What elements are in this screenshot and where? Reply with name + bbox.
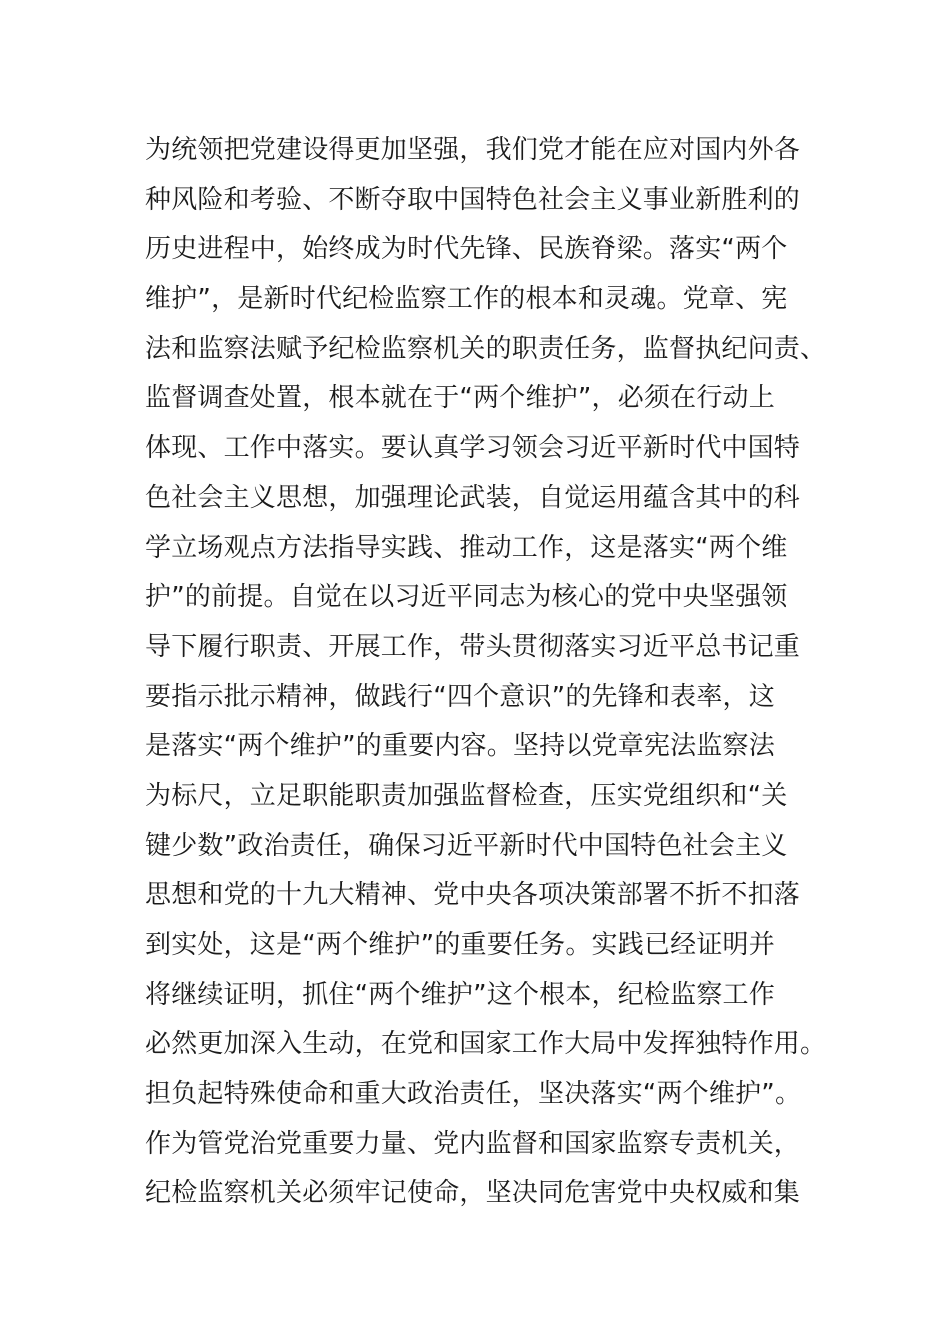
text-line: 法和监察法赋予纪检监察机关的职责任务，监督执纪问责、 — [145, 333, 827, 364]
text-line: 作为管党治党重要力量、党内监督和国家监察专责机关， — [145, 1128, 801, 1159]
text-line: 是落实“两个维护”的重要内容。坚持以党章宪法监察法 — [145, 731, 775, 762]
text-line: 历史进程中，始终成为时代先锋、民族脊梁。落实“两个 — [145, 234, 788, 265]
text-line: 护”的前提。自觉在以习近平同志为核心的党中央坚强领 — [145, 582, 788, 613]
text-line: 要指示批示精神，做践行“四个意识”的先锋和表率，这 — [145, 681, 775, 712]
text-line: 为统领把党建设得更加坚强，我们党才能在应对国内外各 — [145, 135, 801, 165]
text-line: 种风险和考验、不断夺取中国特色社会主义事业新胜利的 — [145, 184, 801, 215]
text-line: 导下履行职责、开展工作，带头贯彻落实习近平总书记重 — [145, 631, 801, 662]
text-line: 监督调查处置，根本就在于“两个维护”，必须在行动上 — [145, 383, 775, 414]
text-line: 担负起特殊使命和重大政治责任，坚决落实“两个维护”。 — [145, 1079, 802, 1110]
text-line: 学立场观点方法指导实践、推动工作，这是落实“两个维 — [145, 532, 788, 563]
text-line: 维护”，是新时代纪检监察工作的根本和灵魂。党章、宪 — [145, 284, 788, 315]
text-line: 到实处，这是“两个维护”的重要任务。实践已经证明并 — [145, 930, 775, 960]
text-line: 体现、工作中落实。要认真学习领会习近平新时代中国特 — [145, 433, 801, 464]
text-line: 纪检监察机关必须牢记使命，坚决同危害党中央权威和集 — [145, 1178, 801, 1209]
text-line: 为标尺，立足职能职责加强监督检查，压实党组织和“关 — [145, 780, 788, 811]
text-line: 将继续证明，抓住“两个维护”这个根本，纪检监察工作 — [145, 979, 775, 1010]
text-line: 必然更加深入生动，在党和国家工作大局中发挥独特作用。 — [145, 1029, 827, 1060]
text-line: 思想和党的十九大精神、党中央各项决策部署不折不扣落 — [145, 880, 801, 911]
text-line: 键少数”政治责任，确保习近平新时代中国特色社会主义 — [145, 830, 788, 861]
body-text — [145, 126, 825, 1219]
text-line: 色社会主义思想，加强理论武装，自觉运用蕴含其中的科 — [145, 482, 801, 513]
